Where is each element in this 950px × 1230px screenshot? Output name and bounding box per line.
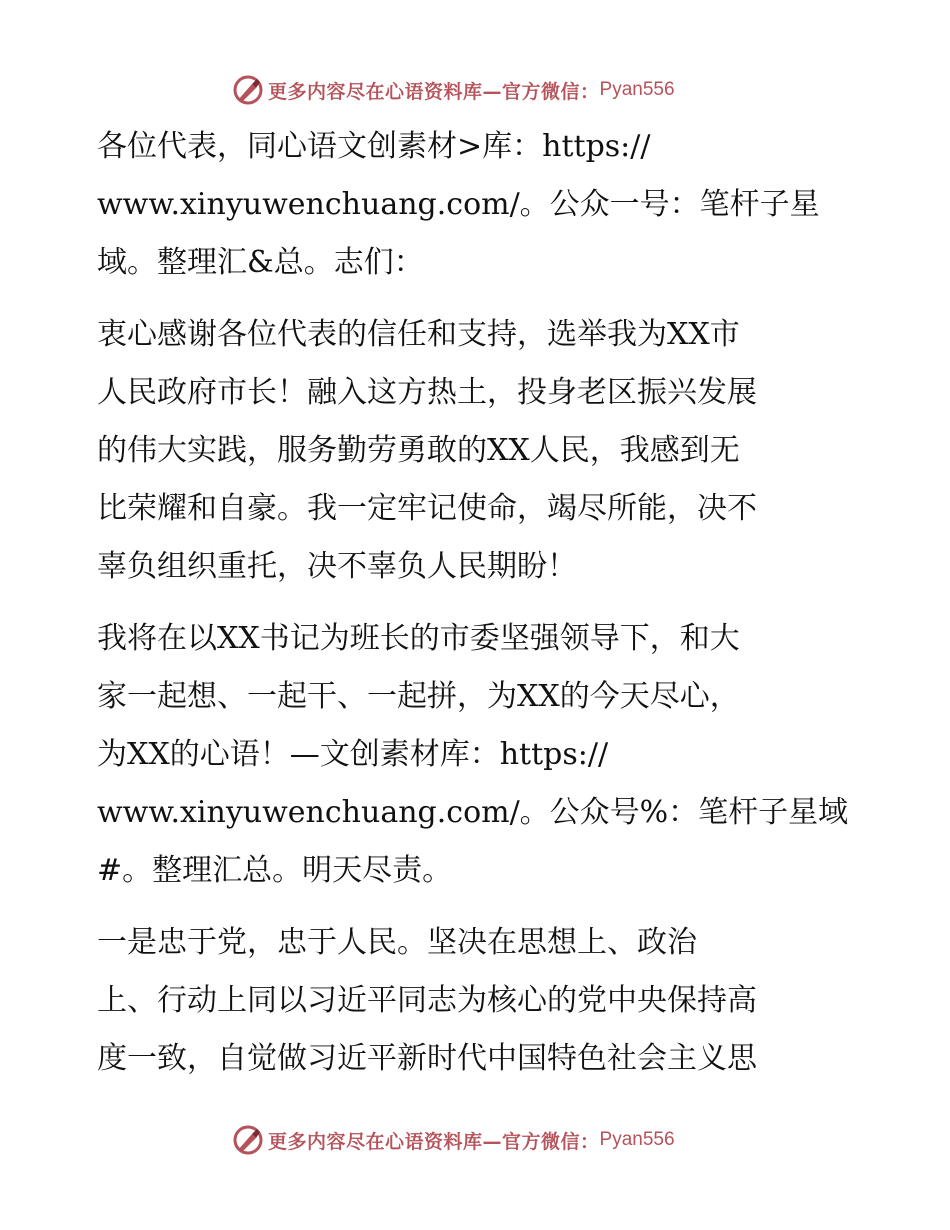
- text-line: 家一起想、一起干、一起拼，为XX的今天尽心，: [97, 679, 740, 714]
- header-banner-text: 更多内容尽在心语资料库—官方微信：: [268, 80, 600, 103]
- footer-wechat-id: Pyan556: [599, 1129, 675, 1150]
- paragraph: [97, 118, 857, 292]
- paragraph: [97, 914, 857, 1088]
- text-line: #。整理汇总。明天尽责。: [97, 853, 453, 888]
- text-line: 域。整理汇&总。志们：: [97, 245, 424, 280]
- document-body: [97, 118, 857, 1102]
- text-line: 一是忠于党，忠于人民。坚决在思想上、政治: [97, 925, 697, 960]
- text-line: www.xinyuwenchuang.com/。公众一号：笔杆子星: [97, 187, 820, 222]
- text-line: 我将在以XX书记为班长的市委坚强领导下，和大: [97, 621, 740, 656]
- paragraph: [97, 610, 857, 900]
- text-line: 度一致，自觉做习近平新时代中国特色社会主义思: [97, 1041, 757, 1076]
- pen-logo-icon: [232, 1124, 264, 1156]
- paragraph: [97, 306, 857, 596]
- text-line: 比荣耀和自豪。我一定牢记使命，竭尽所能，决不: [97, 491, 757, 526]
- text-line: 辜负组织重托，决不辜负人民期盼！: [97, 549, 577, 584]
- text-line: www.xinyuwenchuang.com/。公众号%：笔杆子星域: [97, 795, 849, 830]
- text-line: 上、行动上同以习近平同志为核心的党中央保持高: [97, 983, 757, 1018]
- footer-banner-text: 更多内容尽在心语资料库—官方微信：: [268, 1130, 600, 1153]
- footer-banner: [232, 1122, 732, 1158]
- header-wechat-id: Pyan556: [599, 79, 675, 100]
- text-line: 为XX的心语！—文创素材库：https://: [97, 737, 609, 772]
- pen-logo-icon: [232, 74, 264, 106]
- text-line: 各位代表，同心语文创素材>库：https://: [97, 129, 651, 164]
- text-line: 衷心感谢各位代表的信任和支持，选举我为XX市: [97, 317, 740, 352]
- text-line: 的伟大实践，服务勤劳勇敢的XX人民，我感到无: [97, 433, 740, 468]
- text-line: 人民政府市长！融入这方热土，投身老区振兴发展: [97, 375, 757, 410]
- header-banner: [232, 72, 732, 108]
